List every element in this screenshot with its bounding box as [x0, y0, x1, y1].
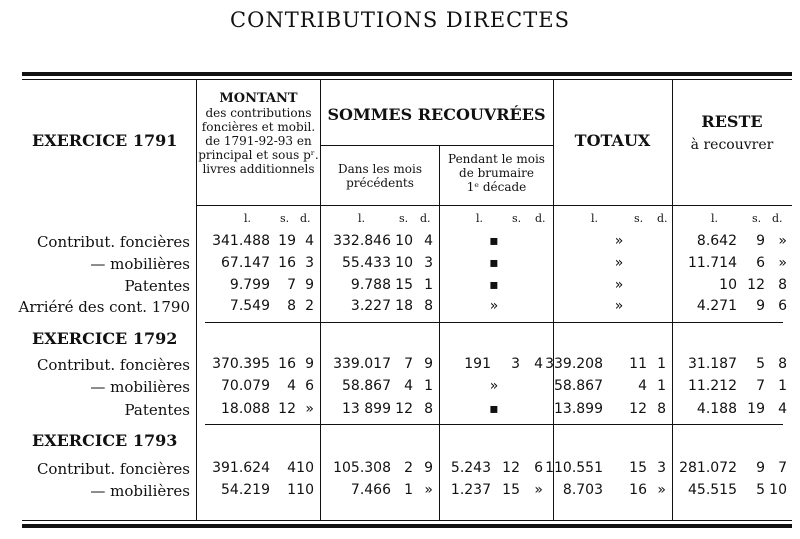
cell-marker: ▪ — [489, 255, 499, 271]
cell-marker: » — [614, 298, 624, 314]
cell-value: 67.147 — [221, 255, 270, 271]
montant-line: MONTANT — [219, 91, 298, 106]
col-divider — [320, 80, 321, 520]
bottom-rule-thin — [22, 520, 792, 521]
cell-value: 16 — [629, 482, 647, 498]
cell-value: 8 — [424, 401, 433, 417]
unit-label: l. — [711, 212, 719, 225]
section-rule — [205, 424, 783, 425]
cell-value: 12 — [395, 401, 413, 417]
cell-marker: » — [614, 255, 624, 271]
cell-value: 6 — [305, 378, 314, 394]
cell-value: 19 — [278, 233, 296, 249]
row-label: — mobilières — [90, 255, 190, 273]
cell-value: 8 — [287, 298, 296, 314]
exercice-1791-heading: EXERCICE 1791 — [32, 131, 178, 150]
cell-value: 339.017 — [333, 356, 391, 372]
cell-value: 5.243 — [450, 460, 491, 476]
cell-value: 3.227 — [350, 298, 391, 314]
cell-value: 8 — [424, 298, 433, 314]
cell-value: 12 — [629, 401, 647, 417]
cell-value: 8.703 — [562, 482, 603, 498]
cell-value: 1 — [778, 378, 787, 394]
montant-line: principal et sous pʳ. — [198, 148, 319, 162]
cell-value: 18.088 — [221, 401, 270, 417]
cell-value: 15 — [395, 277, 413, 293]
dans-line: Dans les mois — [338, 162, 422, 176]
cell-value: 10 — [769, 482, 787, 498]
cell-value: 12 — [278, 401, 296, 417]
unit-label: l. — [358, 212, 366, 225]
cell-value: 3 — [657, 460, 666, 476]
cell-value: 370.395 — [212, 356, 270, 372]
unit-label: d. — [657, 212, 668, 225]
cell-value: 9 — [305, 277, 314, 293]
cell-value: 7 — [287, 277, 296, 293]
row-label: Arriéré des cont. 1790 — [18, 298, 190, 316]
section-rule — [205, 322, 783, 323]
unit-label: d. — [772, 212, 783, 225]
cell-value: » — [778, 233, 787, 249]
section-heading: EXERCICE 1792 — [32, 329, 178, 348]
section-heading: EXERCICE 1793 — [32, 431, 178, 450]
cell-value: 9 — [756, 460, 765, 476]
cell-value: 5 — [756, 482, 765, 498]
cell-value: 6 — [534, 460, 543, 476]
cell-marker: ▪ — [489, 233, 499, 249]
cell-value: » — [305, 401, 314, 417]
bottom-rule-thick — [22, 524, 792, 528]
cell-value: 341.488 — [212, 233, 270, 249]
row-label: — mobilières — [90, 482, 190, 500]
cell-value: 1 — [657, 378, 666, 394]
cell-value: 70.079 — [221, 378, 270, 394]
cell-value: 16 — [278, 356, 296, 372]
cell-value: 15 — [629, 460, 647, 476]
reste-header — [672, 112, 792, 153]
cell-value: 9.788 — [350, 277, 391, 293]
cell-value: 1 — [404, 482, 413, 498]
cell-marker: » — [614, 277, 624, 293]
cell-value: 31.187 — [688, 356, 737, 372]
cell-marker: » — [489, 378, 499, 394]
unit-label: l. — [244, 212, 252, 225]
cell-value: 19 — [747, 401, 765, 417]
unit-label: d. — [535, 212, 546, 225]
dans-line: précédents — [346, 176, 414, 190]
cell-value: 45.515 — [688, 482, 737, 498]
top-rule-thick — [22, 72, 792, 76]
col-divider — [439, 145, 440, 520]
cell-value: 54.219 — [221, 482, 270, 498]
cell-value: 10 — [395, 255, 413, 271]
cell-value: 391.624 — [212, 460, 270, 476]
cell-value: 4 — [534, 356, 543, 372]
cell-value: 7 — [404, 356, 413, 372]
reste-title: RESTE — [701, 112, 763, 131]
montant-line: foncières et mobil. — [201, 120, 316, 134]
pendant-line: 1ᵉ décade — [466, 180, 527, 194]
cell-value: 11 — [629, 356, 647, 372]
reste-subtitle: à recouvrer — [690, 137, 774, 153]
cell-value: 8 — [778, 356, 787, 372]
pendant-line: de brumaire — [459, 166, 534, 180]
top-rule-thin — [22, 79, 792, 80]
cell-value: 339.208 — [545, 356, 603, 372]
cell-value: 2 — [305, 298, 314, 314]
sommes-rule — [320, 145, 553, 146]
unit-label: d. — [300, 212, 311, 225]
cell-value: 105.308 — [333, 460, 391, 476]
cell-value: 1 — [657, 356, 666, 372]
cell-value: 9 — [756, 298, 765, 314]
pendant-line: Pendant le mois — [448, 152, 545, 166]
pendant-header — [440, 152, 553, 194]
cell-value: 191 — [464, 356, 491, 372]
cell-value: 11.212 — [688, 378, 737, 394]
unit-label: s. — [399, 212, 409, 225]
row-label: — mobilières — [90, 378, 190, 396]
row-label: Contribut. foncières — [36, 356, 190, 374]
cell-value: 4.188 — [696, 401, 737, 417]
cell-value: 9 — [305, 356, 314, 372]
cell-value: » — [778, 255, 787, 271]
cell-value: 281.072 — [679, 460, 737, 476]
cell-value: 6 — [756, 255, 765, 271]
unit-label: s. — [512, 212, 522, 225]
cell-value: 3 — [424, 255, 433, 271]
cell-value: 8 — [657, 401, 666, 417]
cell-value: 58.867 — [554, 378, 603, 394]
cell-value: 9 — [424, 356, 433, 372]
cell-value: 7.549 — [229, 298, 270, 314]
cell-value: 10 — [395, 233, 413, 249]
cell-value: 9.799 — [229, 277, 270, 293]
unit-label: l. — [591, 212, 599, 225]
montant-line: des contributions — [205, 106, 312, 120]
cell-value: 9 — [424, 460, 433, 476]
cell-value: 10 — [296, 482, 314, 498]
cell-value: 4.271 — [696, 298, 737, 314]
cell-value: 55.433 — [342, 255, 391, 271]
unit-label: s. — [280, 212, 290, 225]
cell-value: 13 899 — [342, 401, 391, 417]
cell-value: 3 — [305, 255, 314, 271]
cell-value: 15 — [502, 482, 520, 498]
cell-value: 4 — [638, 378, 647, 394]
row-label: Patentes — [124, 277, 190, 295]
cell-value: 4 — [778, 401, 787, 417]
montant-header — [197, 92, 320, 176]
cell-value: » — [657, 482, 666, 498]
cell-value: 10 — [296, 460, 314, 476]
cell-marker: ▪ — [489, 277, 499, 293]
cell-value: 7 — [756, 378, 765, 394]
sommes-header: SOMMES RECOUVRÉES — [327, 105, 546, 124]
cell-value: » — [534, 482, 543, 498]
cell-value: 5 — [756, 356, 765, 372]
cell-value: 1 — [424, 277, 433, 293]
cell-value: 4 — [404, 378, 413, 394]
cell-value: 10 — [719, 277, 737, 293]
cell-marker: » — [489, 298, 499, 314]
cell-value: 9 — [756, 233, 765, 249]
cell-value: 1.237 — [450, 482, 491, 498]
montant-line: de 1791-92-93 en — [205, 134, 312, 148]
cell-value: 332.846 — [333, 233, 391, 249]
unit-label: d. — [420, 212, 431, 225]
cell-value: 4 — [305, 233, 314, 249]
cell-marker: ▪ — [489, 401, 499, 417]
header-rule — [196, 205, 792, 206]
cell-value: 11.714 — [688, 255, 737, 271]
cell-value: » — [424, 482, 433, 498]
unit-label: l. — [476, 212, 484, 225]
cell-value: 4 — [287, 378, 296, 394]
cell-value: 12 — [502, 460, 520, 476]
page-title: CONTRIBUTIONS DIRECTES — [230, 8, 570, 32]
cell-value: 110.551 — [545, 460, 603, 476]
cell-value: 3 — [511, 356, 520, 372]
row-label: Contribut. foncières — [36, 233, 190, 251]
cell-value: 8 — [778, 277, 787, 293]
row-label: Contribut. foncières — [36, 460, 190, 478]
cell-value: 13.899 — [554, 401, 603, 417]
cell-value: 18 — [395, 298, 413, 314]
cell-value: 7 — [778, 460, 787, 476]
cell-value: 7.466 — [350, 482, 391, 498]
cell-marker: » — [614, 233, 624, 249]
cell-value: 4 — [287, 460, 296, 476]
cell-value: 4 — [424, 233, 433, 249]
dans-header — [321, 162, 439, 190]
cell-value: 58.867 — [342, 378, 391, 394]
unit-label: s. — [752, 212, 762, 225]
unit-label: s. — [634, 212, 644, 225]
cell-value: 12 — [747, 277, 765, 293]
cell-value: 6 — [778, 298, 787, 314]
row-label: Patentes — [124, 401, 190, 419]
cell-value: 2 — [404, 460, 413, 476]
cell-value: 8.642 — [696, 233, 737, 249]
cell-value: 1 — [287, 482, 296, 498]
totaux-header: TOTAUX — [574, 131, 651, 150]
cell-value: 1 — [424, 378, 433, 394]
cell-value: 16 — [278, 255, 296, 271]
montant-line: livres additionnels — [202, 162, 315, 176]
